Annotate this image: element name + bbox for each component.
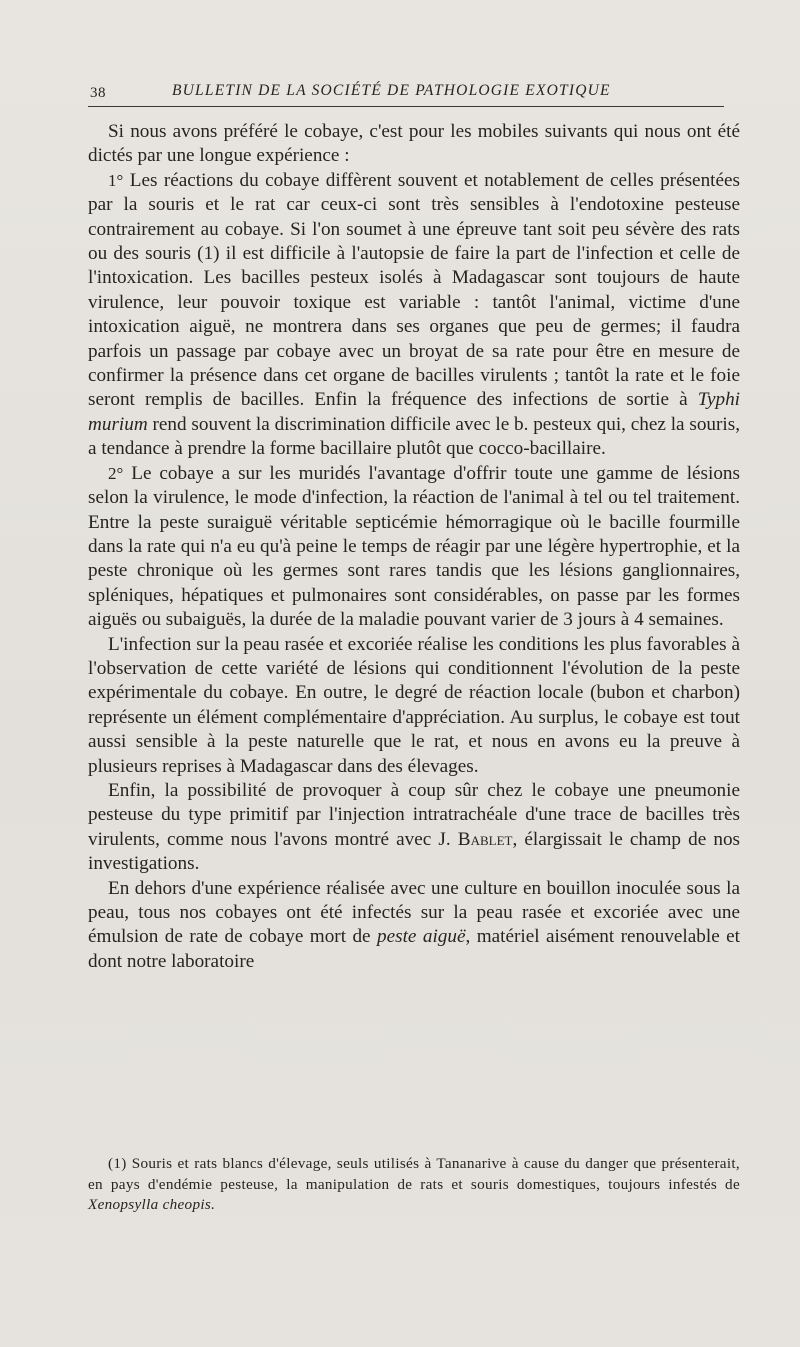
paragraph-5-text-b: , élargissait le champ de nos investigations. [88,828,741,875]
paragraph-4 [88,633,740,779]
body-text [88,120,740,974]
paragraph-6 [88,877,740,975]
footnote-marker: (1) [108,1155,127,1172]
paragraph-5-text-a: Enfin, la possibilité de provoquer à coup sûr chez le cobaye une pneumonie pesteuse du type primitif par l'injection intratrachéale d'une trace de bacilles très virulents, comme nous l'avons montré avec J. [88,779,740,850]
footnote-text: Souris et rats blancs d'élevage, seuls utilisés à Tananarive à cause du danger que présenterait, en pays d'endémie pesteuse, la manipulation de rats et souris domestiques, toujours infestés de [88,1155,740,1193]
paragraph-6-text-a: En dehors d'une expérience réalisée avec une culture en bouillon inoculée sous la peau, tous nos cobayes ont été infectés sur la peau rasée et excoriée avec une émulsion de rate de cobaye mort de [88,877,740,948]
page-number: 38 [90,85,106,101]
paragraph-3 [88,462,740,633]
paragraph-6-text-b: , matériel aisément renouvelable et dont notre laboratoire [88,926,740,972]
footnote-paragraph [88,1154,740,1216]
paragraph-2-number: 1° [108,170,124,190]
footnote [88,1154,740,1216]
header-rule [88,106,724,107]
paragraph-2-italic: Typhi murium [88,389,741,435]
paragraph-6-italic: peste aiguë [377,926,466,948]
paragraph-3-number: 2° [108,463,124,483]
running-title: BULLETIN DE LA SOCIÉTÉ DE PATHOLOGIE EXOTIQUE [172,82,611,99]
paragraph-1-text: Si nous avons préféré le cobaye, c'est pour les mobiles suivants qui nous ont été dictés par une longue expérience : [88,121,740,167]
author-name: Bablet [457,828,513,850]
paragraph-2 [88,169,740,462]
paragraph-2-text-b: rend souvent la discrimination difficile avec le b. pesteux qui, chez la souris, a tendance à prendre la forme bacillaire plutôt que cocco-bacillaire. [88,413,741,460]
paragraph-1 [88,120,740,169]
paragraph-3-text: Le cobaye a sur les muridés l'avantage d'offrir toute une gamme de lésions selon la virulence, le mode d'infection, la réaction de l'animal à tel ou tel traitement. Entre la peste suraiguë véritable septicémie hémorragique où le bacille fourmille dans la rate qui n'a eu qu'à peine le temps de réagir par une légère hypertrophie, et la peste chronique où les germes sont rares tandis que les lésions ganglionnaires, spléniques, hépatiques et pulmonaires sont considérables, on passe par les formes aiguës ou subaiguës, la durée de la maladie pouvant varier de 3 jours à 4 semaines. [88,462,740,631]
paragraph-5 [88,779,740,877]
footnote-italic: Xenopsylla cheopis. [88,1196,216,1213]
paragraph-4-text: L'infection sur la peau rasée et excoriée réalise les conditions les plus favorables à l'observation de cette variété de lésions qui conditionnent l'évolution de la peste expérimentale du cobaye. En outre, le degré de réaction locale (bubon et charbon) représente un élément complémentaire d'appréciation. Au surplus, le cobaye est tout aussi sensible à la peste naturelle que le rat, et nous en avons eu la preuve à plusieurs reprises à Madagascar dans des élevages. [88,633,740,777]
paragraph-2-text-a: Les réactions du cobaye diffèrent souvent et notablement de celles présentées par la souris et le rat car ceux-ci sont très sensibles à l'endotoxine pesteuse contrairement au cobaye. Si l'on soumet à une épreuve tant soit peu sévère des rats ou des souris (1) il est difficile à l'autopsie de faire la part de l'infection et celle de l'intoxication. Les bacilles pesteux isolés à Madagascar sont toujours de haute virulence, leur pouvoir toxique est variable : tantôt l'animal, victime d'une intoxication aiguë, ne montrera dans ses organes que peu de germes; il faudra parfois un passage par cobaye avec un broyat de sa rate pour être en mesure de confirmer la présence dans cet organe de bacilles virulents ; tantôt la rate et le foie seront remplis de bacilles. Enfin la fréquence des infections de sortie à [88,169,740,411]
page-header [88,82,728,108]
